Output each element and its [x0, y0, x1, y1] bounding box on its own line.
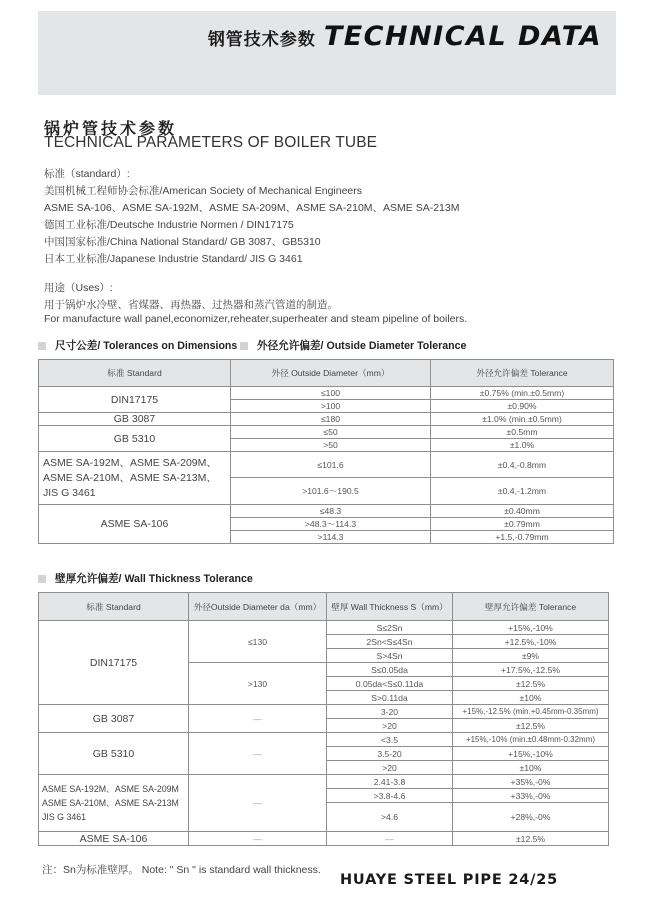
- table-row: [39, 387, 614, 400]
- standard-line: 中国国家标准/China National Standard/ GB 3087、GB5310: [44, 236, 321, 248]
- heading-text: 壁厚允许偏差/ Wall Thickness Tolerance: [55, 573, 253, 585]
- standard-cell: ASME SA-192M、ASME SA-209M ASME SA-210M、ASME SA-213M JIS G 3461: [39, 775, 189, 832]
- col-header-tolerance: 外径允许偏差 Tolerance: [431, 360, 614, 387]
- tolerance-cell: ±12.5%: [453, 832, 609, 846]
- table-row: [39, 775, 609, 789]
- od-cell: ≤50: [231, 426, 431, 439]
- od-cell: >114.3: [231, 531, 431, 544]
- standard-line: 美国机械工程师协会标准/American Society of Mechanical Engineers: [44, 185, 363, 197]
- wt-cell: —: [327, 832, 453, 846]
- wt-cell: S>4Sn: [327, 649, 453, 663]
- od-cell: ≤130: [189, 621, 327, 663]
- standard-cell: DIN17175: [39, 387, 231, 413]
- wt-cell: 3.5-20: [327, 747, 453, 761]
- footnote: 注：Sn为标准壁厚。 Note: " Sn " is standard wall thickness.: [42, 864, 321, 876]
- od-cell: —: [189, 832, 327, 846]
- standard-line: 日本工业标准/Japanese Industrie Standard/ JIS G 3461: [44, 253, 303, 265]
- square-bullet-icon: [38, 342, 46, 350]
- header-banner: [38, 11, 616, 95]
- wt-cell: >20: [327, 761, 453, 775]
- banner-title: [208, 21, 602, 52]
- wt-cell: <3.5: [327, 733, 453, 747]
- tolerance-cell: ±10%: [453, 761, 609, 775]
- col-header-wall-thickness: 壁厚 Wall Thickness S（mm）: [327, 593, 453, 621]
- wt-cell: 2.41-3.8: [327, 775, 453, 789]
- heading-text: 尺寸公差/ Tolerances on Dimensions: [55, 340, 238, 352]
- tolerance-cell: +15%,-12.5% (min.+0.45mm-0.35mm): [453, 705, 609, 719]
- tolerance-cell: ±0.4,-1.2mm: [431, 478, 614, 505]
- table-row: [39, 705, 609, 719]
- uses-cn: 用于锅炉水冷壁、省煤器、再热器、过热器和蒸汽管道的制造。: [44, 299, 338, 311]
- tolerance-cell: +17.5%,-12.5%: [453, 663, 609, 677]
- uses-label: 用途（Uses）:: [44, 282, 113, 294]
- standard-label: 标准（standard）:: [44, 168, 130, 180]
- wt-cell: 0.05da<S≤0.11da: [327, 677, 453, 691]
- tolerance-cell: +12.5%,-10%: [453, 635, 609, 649]
- table-row: [39, 426, 614, 439]
- tolerance-cell: +35%,-0%: [453, 775, 609, 789]
- tolerance-cell: +15%,-10%: [453, 747, 609, 761]
- col-header-od: 外径 Outside Diameter（mm）: [231, 360, 431, 387]
- col-header-od: 外径Outside Diameter da（mm）: [189, 593, 327, 621]
- od-cell: —: [189, 705, 327, 733]
- od-cell: >101.6～190.5: [231, 478, 431, 505]
- banner-title-en: TECHNICAL DATA: [323, 21, 602, 52]
- od-cell: >48.3～114.3: [231, 518, 431, 531]
- tolerance-cell: ±1.0% (min.±0.5mm): [431, 413, 614, 426]
- uses-en: For manufacture wall panel,economizer,reheater,superheater and steam pipeline of boilers.: [44, 313, 468, 325]
- od-section-heading-left: [38, 338, 237, 353]
- tolerance-cell: ±9%: [453, 649, 609, 663]
- square-bullet-icon: [38, 575, 46, 583]
- tolerance-cell: ±0.79mm: [431, 518, 614, 531]
- wt-cell: 3-20: [327, 705, 453, 719]
- standard-line: ASME SA-106、ASME SA-192M、ASME SA-209M、ASME SA-210M、ASME SA-213M: [44, 202, 460, 214]
- tolerance-cell: ±1.0%: [431, 439, 614, 452]
- standard-cell: DIN17175: [39, 621, 189, 705]
- section-title-cn: 锅炉管技术参数: [44, 119, 178, 138]
- od-cell: >100: [231, 400, 431, 413]
- od-cell: —: [189, 733, 327, 775]
- od-cell: ≤101.6: [231, 452, 431, 478]
- table-row: [39, 413, 614, 426]
- wt-cell: >3.8-4.6: [327, 789, 453, 803]
- table-row: [39, 505, 614, 518]
- banner-title-cn: 钢管技术参数: [207, 30, 316, 50]
- table-row: [39, 452, 614, 478]
- standard-cell: GB 5310: [39, 733, 189, 775]
- standard-cell: GB 3087: [39, 413, 231, 426]
- od-section-heading-right: [240, 338, 466, 353]
- table-header-row: [39, 593, 609, 621]
- wt-tolerance-table: [38, 592, 609, 846]
- tolerance-cell: ±12.5%: [453, 677, 609, 691]
- table-header-row: [39, 360, 614, 387]
- tolerance-cell: ±10%: [453, 691, 609, 705]
- tolerance-cell: ±0.40mm: [431, 505, 614, 518]
- wt-cell: S>0.11da: [327, 691, 453, 705]
- tolerance-cell: +28%,-0%: [453, 803, 609, 832]
- table-row: [39, 832, 609, 846]
- od-tolerance-table: [38, 359, 614, 544]
- standard-cell: GB 3087: [39, 705, 189, 733]
- wt-cell: >4.6: [327, 803, 453, 832]
- col-header-standard: 标准 Standard: [39, 360, 231, 387]
- tolerance-cell: +1.5,-0.79mm: [431, 531, 614, 544]
- standard-cell: GB 5310: [39, 426, 231, 452]
- standard-line: 德国工业标准/Deutsche Industrie Normen / DIN17175: [44, 219, 294, 231]
- tolerance-cell: +15%,-10% (min.±0.48mm-0.32mm): [453, 733, 609, 747]
- tolerance-cell: ±12.5%: [453, 719, 609, 733]
- od-cell: —: [189, 775, 327, 832]
- od-cell: ≤48.3: [231, 505, 431, 518]
- tolerance-cell: ±0.4,-0.8mm: [431, 452, 614, 478]
- standard-cell: ASME SA-106: [39, 505, 231, 544]
- wt-section-heading: [38, 571, 253, 586]
- square-bullet-icon: [240, 342, 248, 350]
- od-cell: ≤180: [231, 413, 431, 426]
- table-row: [39, 733, 609, 747]
- standard-cell: ASME SA-106: [39, 832, 189, 846]
- section-title-en: TECHNICAL PARAMETERS OF BOILER TUBE: [44, 134, 378, 151]
- wt-cell: S≤0.05da: [327, 663, 453, 677]
- heading-text: 外径允许偏差/ Outside Diameter Tolerance: [257, 340, 467, 352]
- standard-cell: ASME SA-192M、ASME SA-209M、ASME SA-210M、ASME SA-213M、JIS G 3461: [39, 452, 231, 505]
- tolerance-cell: +15%,-10%: [453, 621, 609, 635]
- col-header-tolerance: 壁厚允许偏差 Tolerance: [453, 593, 609, 621]
- tolerance-cell: ±0.75% (min.±0.5mm): [431, 387, 614, 400]
- tolerance-cell: ±0.90%: [431, 400, 614, 413]
- brand-footer: HUAYE STEEL PIPE 24/25: [340, 872, 559, 888]
- od-cell: >50: [231, 439, 431, 452]
- wt-cell: >20: [327, 719, 453, 733]
- od-cell: >130: [189, 663, 327, 705]
- tolerance-cell: +33%,-0%: [453, 789, 609, 803]
- od-cell: ≤100: [231, 387, 431, 400]
- tolerance-cell: ±0.5mm: [431, 426, 614, 439]
- table-row: [39, 621, 609, 635]
- col-header-standard: 标准 Standard: [39, 593, 189, 621]
- wt-cell: S≤2Sn: [327, 621, 453, 635]
- wt-cell: 2Sn<S≤4Sn: [327, 635, 453, 649]
